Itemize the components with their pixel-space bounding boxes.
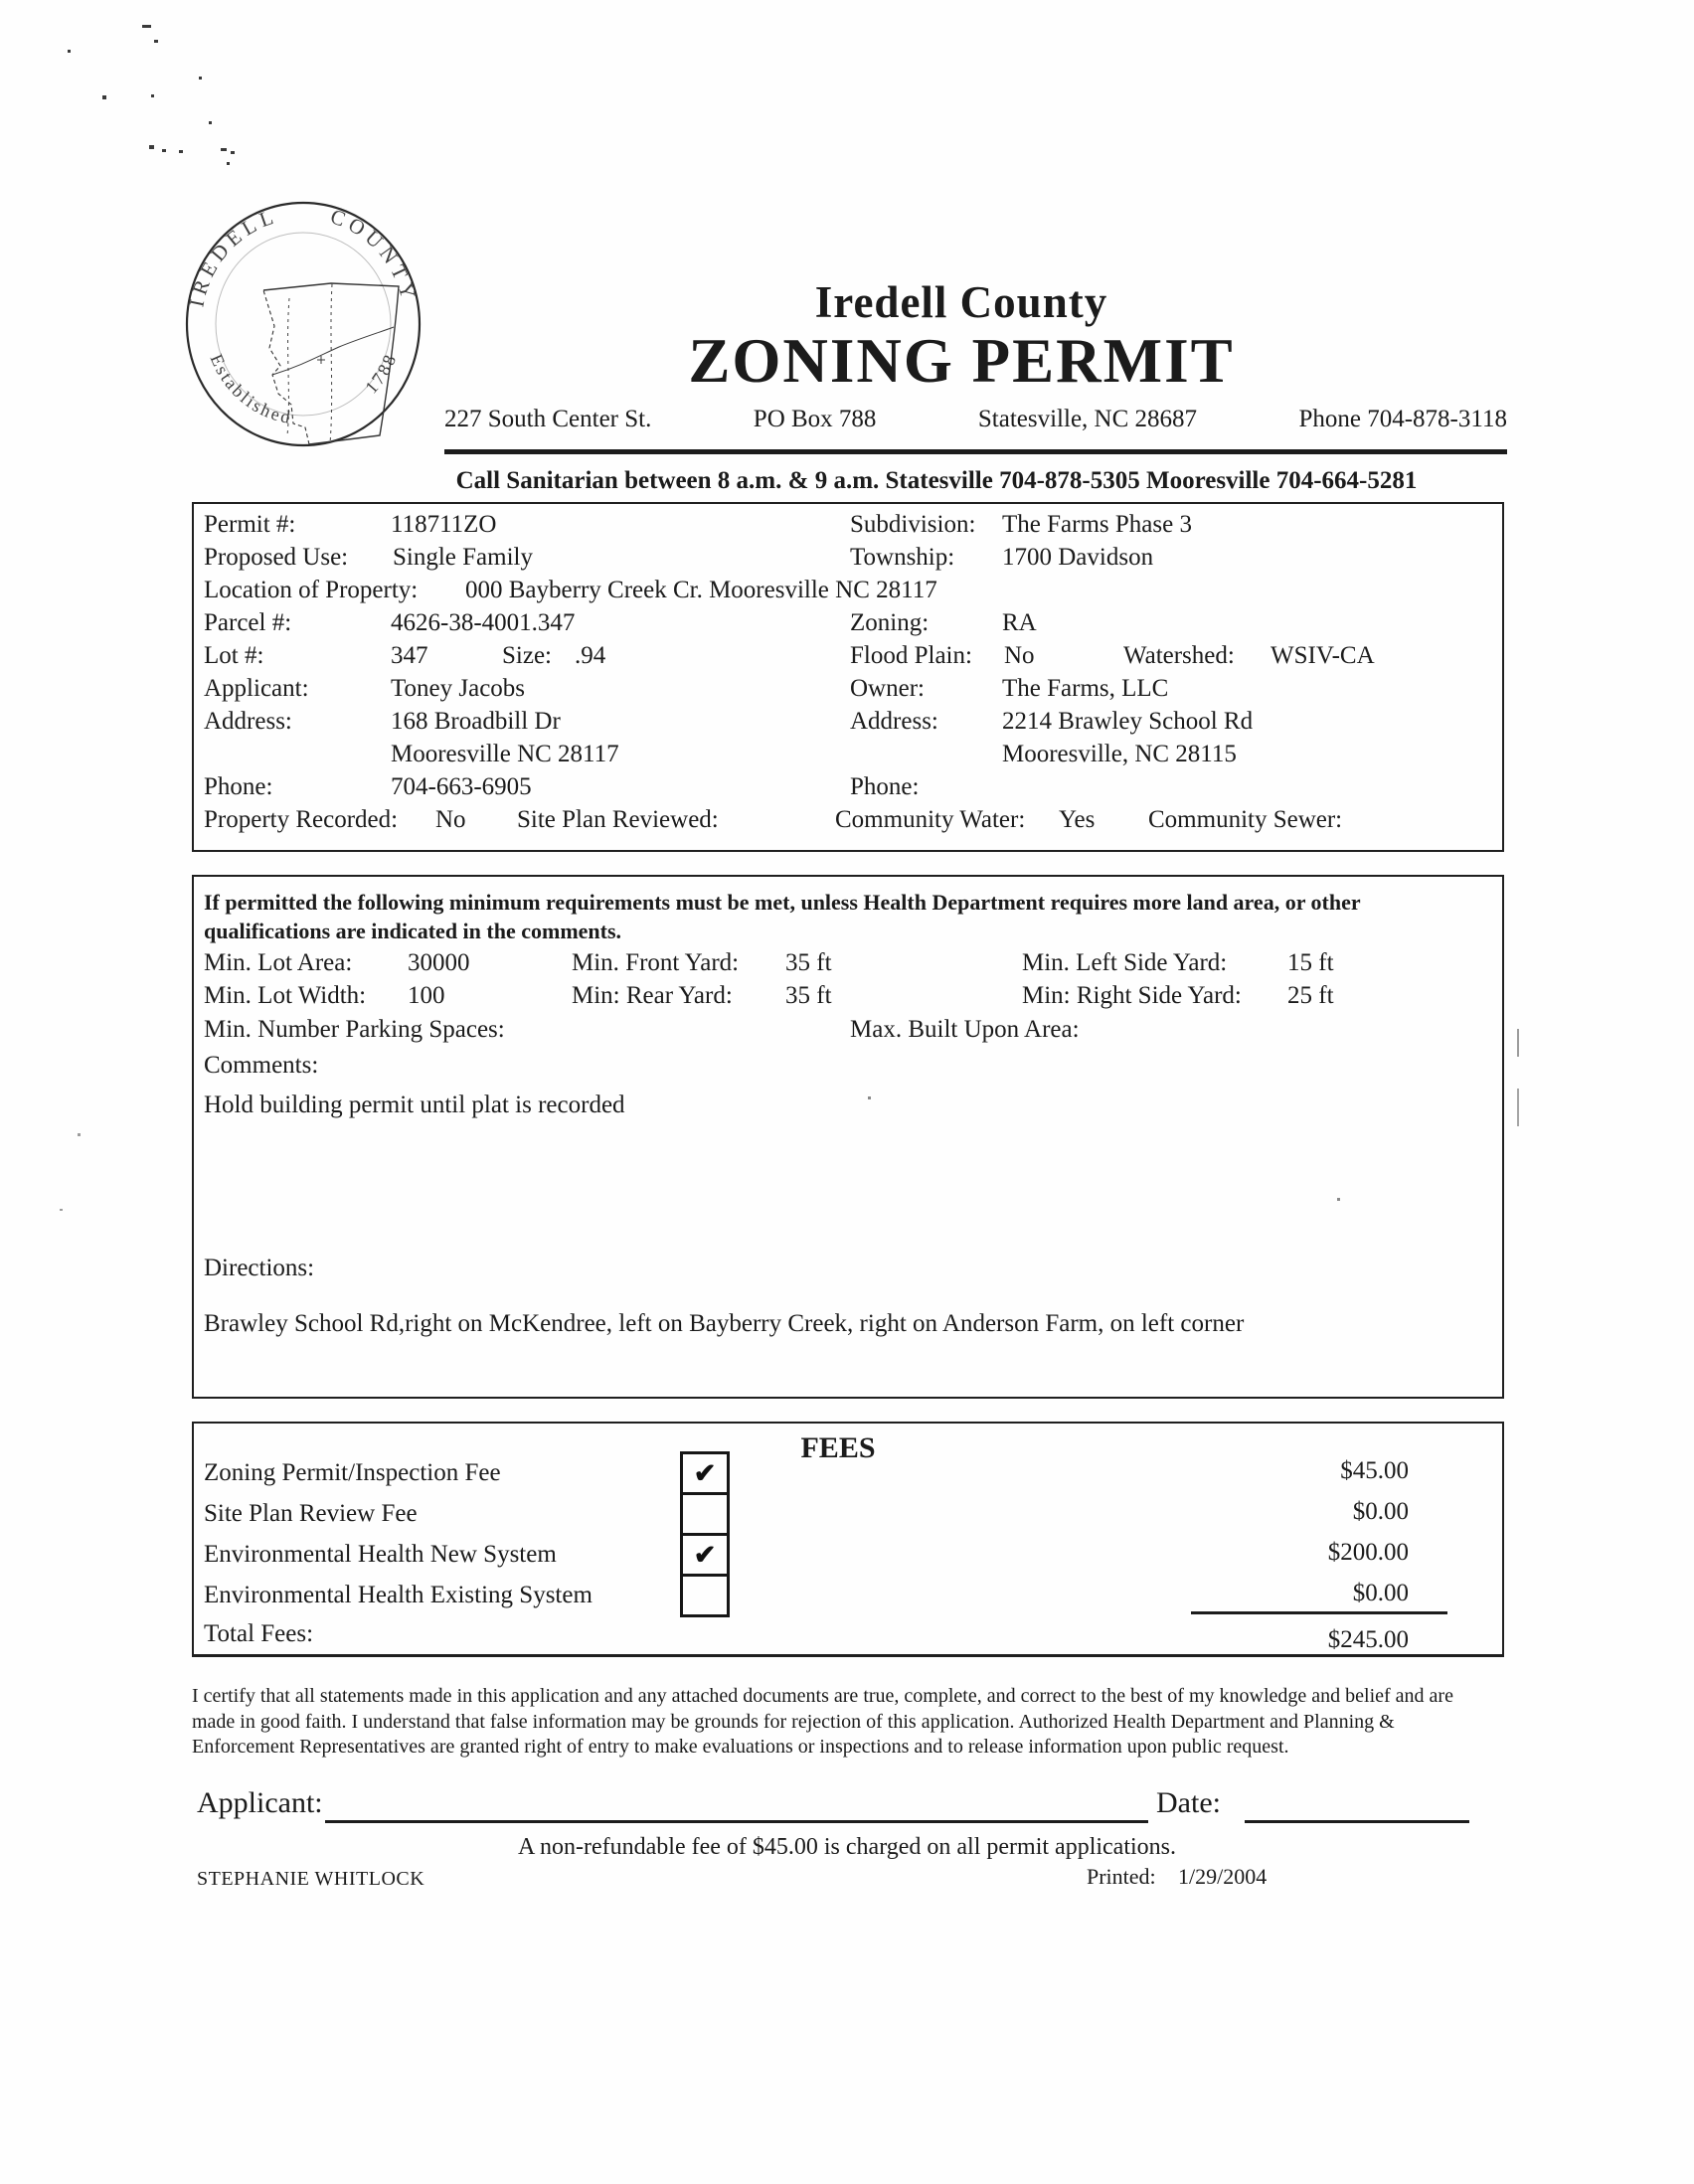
svg-text:COUNTY <box>327 204 422 306</box>
scan-speck <box>60 1209 63 1211</box>
seal-text-county: COUNTY <box>327 204 423 306</box>
township-value: 1700 Davidson <box>1002 544 1154 571</box>
svg-text:1788 <box>361 350 401 398</box>
city-state-zip: Statesville, NC 28687 <box>977 406 1198 432</box>
fee-row-label: Zoning Permit/Inspection Fee <box>204 1459 501 1486</box>
page-title: ZONING PERMIT <box>688 326 1235 396</box>
min-lot-area-label: Min. Lot Area: <box>204 949 353 976</box>
office-phone: Phone 704-878-3118 <box>1298 406 1507 432</box>
checkmark-icon: ✔ <box>693 1539 717 1570</box>
seal-text-1788: 1788 <box>361 349 402 398</box>
parcel-value: 4626-38-4001.347 <box>391 609 576 636</box>
owner-label: Owner: <box>850 675 925 702</box>
printed-date: 1/29/2004 <box>1178 1864 1268 1889</box>
scan-speck <box>231 151 235 154</box>
location-label: Location of Property: <box>204 577 419 603</box>
scan-speck <box>78 1133 81 1136</box>
fee-row-amount: $200.00 <box>1327 1539 1409 1566</box>
staff-name: STEPHANIE WHITLOCK <box>197 1868 425 1890</box>
permit-number-value: 118711ZO <box>391 511 497 538</box>
scan-speck <box>199 77 202 80</box>
min-rear-yard-label: Min: Rear Yard: <box>572 982 733 1009</box>
min-lot-width-value: 100 <box>408 982 445 1009</box>
community-water-label: Community Water: <box>835 806 1026 833</box>
applicant-signature-line[interactable] <box>325 1820 1148 1823</box>
size-label: Size: <box>502 642 552 669</box>
total-fees-label: Total Fees: <box>204 1620 314 1647</box>
min-front-yard-label: Min. Front Yard: <box>572 949 740 976</box>
proposed-use-value: Single Family <box>393 544 533 571</box>
scan-speck <box>162 149 166 152</box>
min-right-side-yard-value: 25 ft <box>1287 982 1334 1009</box>
zoning-value: RA <box>1002 609 1037 636</box>
scan-speck <box>149 145 154 149</box>
location-value: 000 Bayberry Creek Cr. Mooresville NC 28117 <box>465 577 937 603</box>
comments-label: Comments: <box>204 1052 319 1079</box>
seal-text-established: Established <box>206 351 294 428</box>
svg-text:IREDELL <box>184 204 280 309</box>
lot-label: Lot #: <box>204 642 264 669</box>
fee-row-label: Site Plan Review Fee <box>204 1500 418 1527</box>
max-built-upon-label: Max. Built Upon Area: <box>850 1016 1080 1043</box>
fee-row-amount: $45.00 <box>1340 1457 1409 1484</box>
flood-plain-label: Flood Plain: <box>850 642 972 669</box>
subdivision-label: Subdivision: <box>850 511 976 538</box>
applicant-phone-label: Phone: <box>204 773 273 800</box>
fee-row-label: Environmental Health New System <box>204 1541 557 1568</box>
subdivision-value: The Farms Phase 3 <box>1002 511 1192 538</box>
site-plan-reviewed-label: Site Plan Reviewed: <box>517 806 719 833</box>
svg-text:Established <box>207 351 294 427</box>
fee-row-label: Environmental Health Existing System <box>204 1582 593 1608</box>
property-recorded-value: No <box>435 806 466 833</box>
scan-speck <box>102 95 106 99</box>
total-fees-amount: $245.00 <box>1327 1626 1409 1653</box>
owner-phone-label: Phone: <box>850 773 920 800</box>
owner-address-label: Address: <box>850 708 938 735</box>
fee-note: A non-refundable fee of $45.00 is charged on all permit applications. <box>517 1834 1177 1860</box>
directions-label: Directions: <box>204 1255 315 1281</box>
min-left-side-yard-value: 15 ft <box>1287 949 1334 976</box>
scan-speck <box>154 40 158 43</box>
seal-text-iredell: IREDELL <box>184 203 281 309</box>
min-lot-width-label: Min. Lot Width: <box>204 982 367 1009</box>
flood-plain-value: No <box>1004 642 1035 669</box>
fee-row-amount: $0.00 <box>1352 1498 1409 1525</box>
scan-speck <box>1517 1089 1519 1126</box>
checkmark-icon: ✔ <box>693 1457 717 1488</box>
applicant-phone-value: 704-663-6905 <box>391 773 532 800</box>
min-parking-label: Min. Number Parking Spaces: <box>204 1016 505 1043</box>
applicant-address-line2: Mooresville NC 28117 <box>391 741 619 767</box>
certification-text: I certify that all statements made in this application and any attached documents are true, complete, and correct to the best of my knowledge and belief and are made in good faith. I understand that false information may be grounds for rejection of this application. Authorized Health Department and Planning & Enforcement Representatives are granted right of entry to make evaluations or inspections and to release information upon public request. <box>192 1685 1453 1759</box>
min-lot-area-value: 30000 <box>408 949 470 976</box>
date-label: Date: <box>1156 1786 1221 1819</box>
min-left-side-yard-label: Min. Left Side Yard: <box>1022 949 1228 976</box>
scan-speck <box>142 25 151 28</box>
applicant-label: Applicant: <box>204 675 309 702</box>
scan-speck <box>179 150 183 153</box>
scan-speck <box>1517 1029 1519 1057</box>
fee-row-checkbox[interactable] <box>680 1574 730 1617</box>
iredell-county-seal <box>182 199 425 449</box>
permit-info-box <box>192 502 1504 852</box>
owner-address-line1: 2214 Brawley School Rd <box>1002 708 1254 735</box>
applicant-address-line1: 168 Broadbill Dr <box>391 708 561 735</box>
office-address-row <box>444 406 1507 434</box>
permit-number-label: Permit #: <box>204 511 296 538</box>
min-front-yard-value: 35 ft <box>785 949 832 976</box>
comments-text: Hold building permit until plat is recorded <box>204 1092 625 1118</box>
township-label: Township: <box>850 544 955 571</box>
size-value: .94 <box>575 642 606 669</box>
applicant-signature-label: Applicant: <box>197 1786 323 1819</box>
owner-address-line2: Mooresville, NC 28115 <box>1002 741 1237 767</box>
zoning-label: Zoning: <box>850 609 930 636</box>
community-water-value: Yes <box>1059 806 1096 833</box>
fees-title: FEES <box>800 1431 876 1464</box>
requirements-intro: If permitted the following minimum requirements must be met, unless Health Department requires more land area, or other qualifications are indicated in the comments. <box>204 890 1361 944</box>
min-right-side-yard-label: Min: Right Side Yard: <box>1022 982 1242 1009</box>
directions-text: Brawley School Rd,right on McKendree, left on Bayberry Creek, right on Anderson Farm, on left corner <box>204 1310 1245 1337</box>
scan-speck <box>209 121 212 124</box>
printed-label: Printed: <box>1087 1864 1156 1889</box>
min-rear-yard-value: 35 ft <box>785 982 832 1009</box>
fee-row-checkbox[interactable] <box>680 1451 730 1495</box>
property-recorded-label: Property Recorded: <box>204 806 399 833</box>
fee-row-checkbox[interactable] <box>680 1533 730 1577</box>
scan-speck <box>221 148 227 151</box>
po-box: PO Box 788 <box>753 406 877 432</box>
street-address: 227 South Center St. <box>444 406 652 432</box>
lot-value: 347 <box>391 642 428 669</box>
total-divider <box>1191 1611 1447 1614</box>
owner-value: The Farms, LLC <box>1002 675 1169 702</box>
watershed-value: WSIV-CA <box>1270 642 1375 669</box>
fee-row-amount: $0.00 <box>1352 1580 1409 1606</box>
scan-speck <box>68 50 71 53</box>
scan-speck <box>151 94 154 97</box>
watershed-label: Watershed: <box>1123 642 1235 669</box>
scan-speck <box>227 162 230 165</box>
proposed-use-label: Proposed Use: <box>204 544 349 571</box>
community-sewer-label: Community Sewer: <box>1148 806 1343 833</box>
fee-row-checkbox[interactable] <box>680 1492 730 1536</box>
parcel-label: Parcel #: <box>204 609 292 636</box>
county-name: Iredell County <box>814 277 1108 327</box>
header-divider <box>444 449 1507 454</box>
sanitarian-note: Call Sanitarian between 8 a.m. & 9 a.m. Statesville 704-878-5305 Mooresville 704-664-5281 <box>455 467 1418 494</box>
date-line[interactable] <box>1245 1820 1469 1823</box>
applicant-value: Toney Jacobs <box>391 675 526 702</box>
applicant-address-label: Address: <box>204 708 292 735</box>
